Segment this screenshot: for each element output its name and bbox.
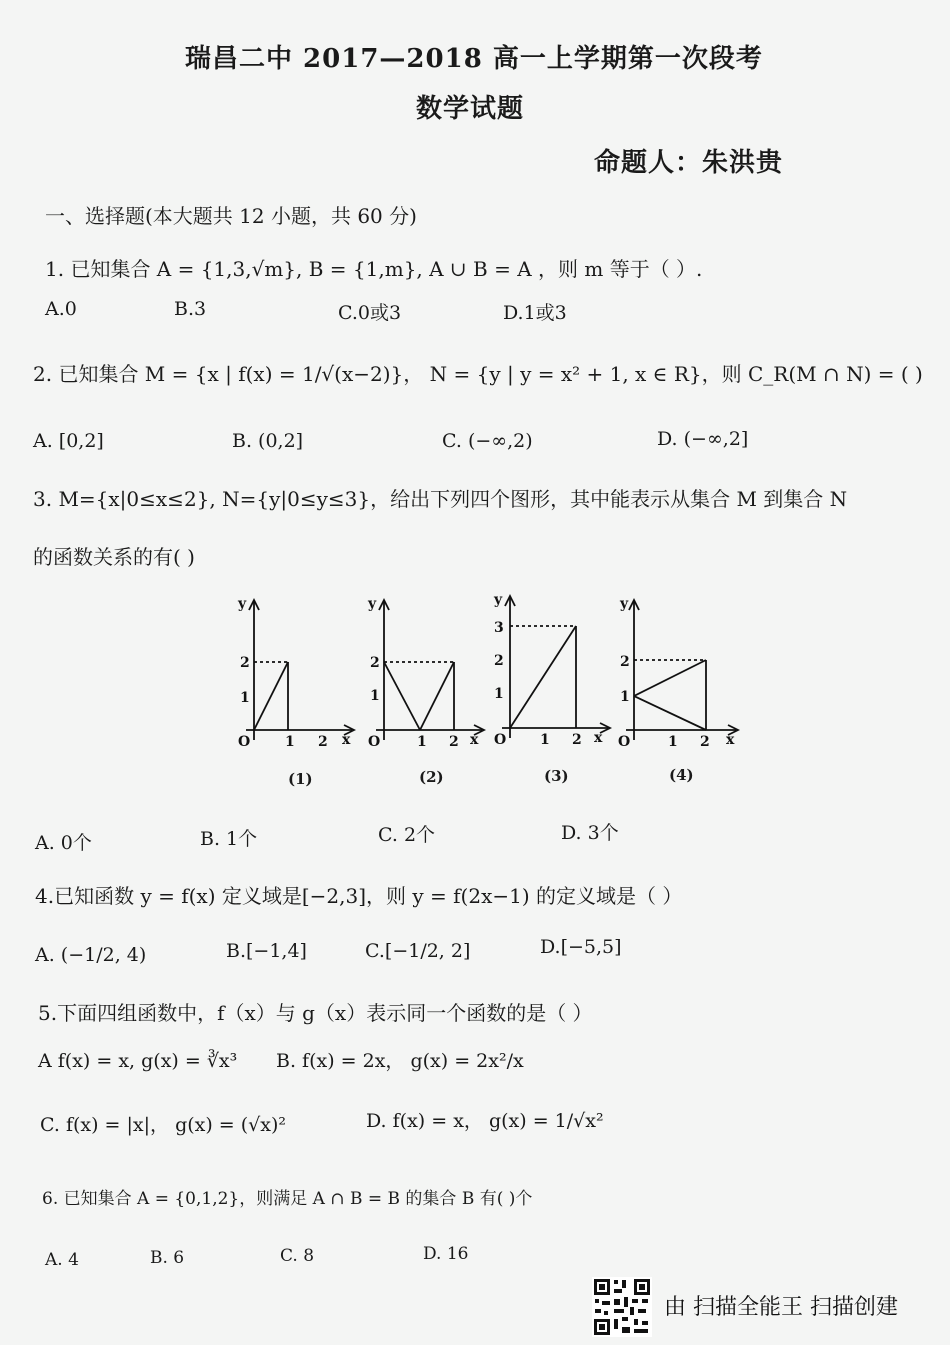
q2-option-d: D. (−∞,2] bbox=[657, 428, 749, 450]
svg-text:2: 2 bbox=[700, 734, 710, 750]
exam-title: 瑞昌二中 2017—2018 高一上学期第一次段考 bbox=[185, 44, 763, 74]
question-6-stem: 6. 已知集合 A = {0,1,2}，则满足 A ∩ B = B 的集合 B 有( )个 bbox=[42, 1189, 533, 1209]
svg-text:x: x bbox=[726, 732, 735, 748]
svg-text:x: x bbox=[470, 732, 479, 748]
svg-text:1: 1 bbox=[620, 689, 630, 705]
graph-2 bbox=[358, 590, 488, 755]
subject-title: 数学试题 bbox=[416, 94, 525, 124]
svg-text:1: 1 bbox=[285, 734, 295, 750]
graph-4 bbox=[608, 590, 743, 755]
svg-text:2: 2 bbox=[240, 655, 250, 671]
graph-1 bbox=[228, 590, 358, 755]
q3-option-b: B. 1个 bbox=[200, 828, 258, 850]
svg-text:2: 2 bbox=[620, 654, 630, 670]
q6-option-c: C. 8 bbox=[280, 1246, 315, 1266]
q4-option-c: C.[−1/2, 2] bbox=[365, 940, 471, 962]
q3-option-a: A. 0个 bbox=[35, 832, 92, 854]
svg-text:y: y bbox=[368, 596, 377, 612]
section-heading: 一、选择题(本大题共 12 小题，共 60 分) bbox=[45, 204, 417, 228]
graph-1-caption: (1) bbox=[288, 770, 313, 788]
q5-option-a: A f(x) = x, g(x) = ∛x³ bbox=[38, 1050, 238, 1072]
svg-text:O: O bbox=[238, 734, 251, 750]
svg-text:O: O bbox=[494, 732, 507, 748]
q3-option-d: D. 3个 bbox=[561, 822, 619, 844]
q2-option-c: C. (−∞,2) bbox=[442, 430, 533, 452]
q5-option-b: B. f(x) = 2x， g(x) = 2x²/x bbox=[276, 1050, 524, 1072]
q4-option-d: D.[−5,5] bbox=[540, 936, 622, 958]
svg-text:2: 2 bbox=[572, 732, 582, 748]
graph-3 bbox=[484, 588, 614, 753]
question-1-stem: 1. 已知集合 A = {1,3,√m}, B = {1,m}, A ∪ B = A ，则 m 等于（ ）. bbox=[45, 257, 703, 281]
question-3-stem-line-1: 3. M={x|0≤x≤2}, N={y|0≤y≤3}，给出下列四个图形，其中能表示从集合 M 到集合 N bbox=[33, 487, 848, 511]
svg-text:1: 1 bbox=[417, 734, 427, 750]
q3-option-c: C. 2个 bbox=[378, 824, 436, 846]
svg-text:x: x bbox=[342, 732, 351, 748]
question-5-stem: 5.下面四组函数中，f（x）与 g（x）表示同一个函数的是（ ） bbox=[38, 1001, 593, 1025]
qr-code-icon bbox=[592, 1277, 652, 1337]
question-2-stem: 2. 已知集合 M = {x | f(x) = 1/√(x−2)}， N = {y | y = x² + 1, x ∈ R}，则 C_R(M ∩ N) = ( ) bbox=[33, 362, 923, 386]
svg-text:y: y bbox=[494, 592, 503, 608]
svg-text:1: 1 bbox=[540, 732, 550, 748]
q5-option-d: D. f(x) = x， g(x) = 1/√x² bbox=[366, 1110, 604, 1132]
question-4-stem: 4.已知函数 y = f(x) 定义域是[−2,3]，则 y = f(2x−1) 的定义域是（ ） bbox=[35, 884, 683, 908]
graph-3-caption: (3) bbox=[544, 767, 569, 785]
graph-4-caption: (4) bbox=[669, 766, 694, 784]
q1-option-c: C.0或3 bbox=[338, 302, 402, 324]
q6-option-d: D. 16 bbox=[423, 1244, 469, 1264]
q4-option-b: B.[−1,4] bbox=[226, 940, 307, 962]
q2-option-b: B. (0,2] bbox=[232, 430, 304, 452]
svg-text:O: O bbox=[368, 734, 381, 750]
svg-text:1: 1 bbox=[370, 688, 380, 704]
question-3-stem-line-2: 的函数关系的有( ) bbox=[33, 545, 195, 569]
graph-2-caption: (2) bbox=[419, 768, 444, 786]
q6-option-b: B. 6 bbox=[150, 1248, 185, 1268]
q2-option-a: A. [0,2] bbox=[33, 430, 104, 452]
svg-text:x: x bbox=[594, 730, 603, 746]
author-line: 命题人：朱洪贵 bbox=[594, 148, 784, 178]
svg-text:O: O bbox=[618, 734, 631, 750]
svg-text:2: 2 bbox=[449, 734, 459, 750]
q4-option-a: A. (−1/2, 4) bbox=[35, 944, 147, 966]
q5-option-c: C. f(x) = |x|， g(x) = (√x)² bbox=[40, 1114, 287, 1136]
svg-text:2: 2 bbox=[494, 653, 504, 669]
svg-text:y: y bbox=[238, 596, 247, 612]
svg-text:2: 2 bbox=[318, 734, 328, 750]
q6-option-a: A. 4 bbox=[45, 1250, 79, 1270]
q1-option-d: D.1或3 bbox=[503, 302, 567, 324]
scanner-footer: 由 扫描全能王 扫描创建 bbox=[664, 1295, 898, 1320]
q1-option-b: B.3 bbox=[174, 298, 207, 320]
svg-text:1: 1 bbox=[668, 734, 678, 750]
q1-option-a: A.0 bbox=[45, 298, 77, 320]
svg-text:y: y bbox=[620, 596, 629, 612]
svg-text:3: 3 bbox=[494, 620, 504, 636]
svg-text:2: 2 bbox=[370, 655, 380, 671]
svg-text:1: 1 bbox=[240, 690, 250, 706]
svg-text:1: 1 bbox=[494, 686, 504, 702]
